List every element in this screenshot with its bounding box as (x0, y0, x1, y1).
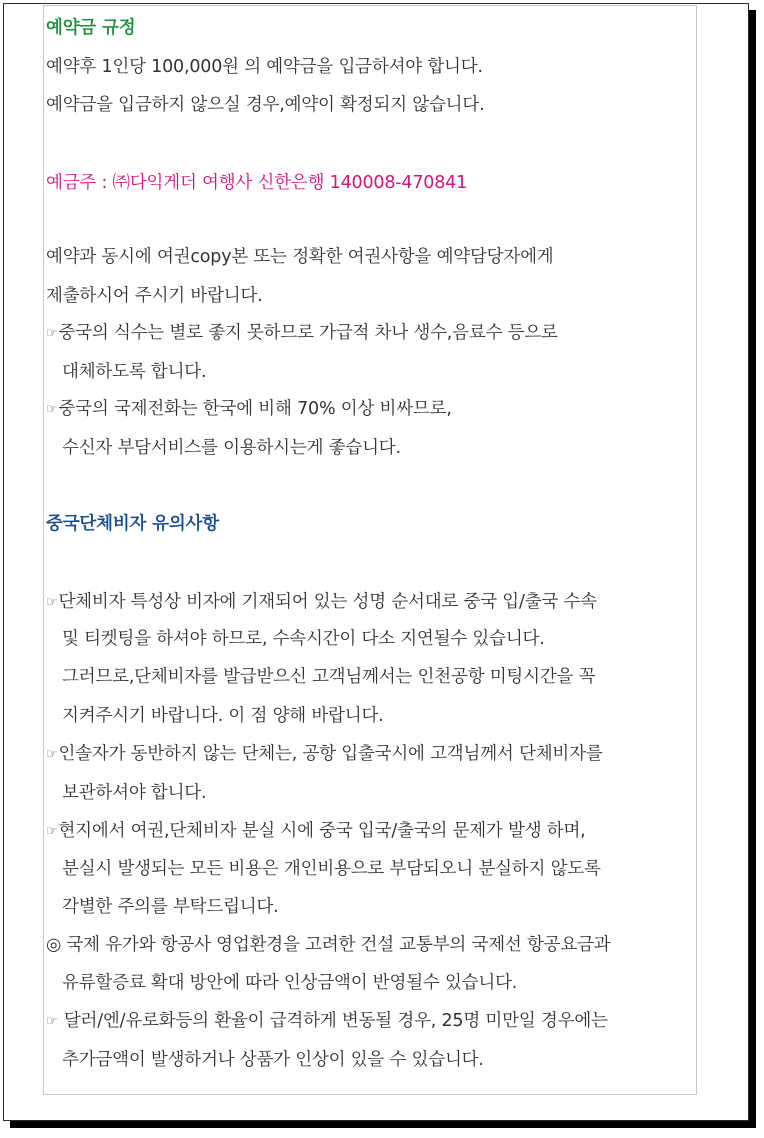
pointing-hand-icon: ☞ (46, 402, 58, 417)
pointing-hand-icon: ☞ (46, 1014, 58, 1029)
visa-item-1-cont-2: 그러므로,단체비자를 발급받으신 고객님께서는 인천공항 미팅시간을 꼭 (62, 667, 596, 687)
deposit-title: 예약금 규정 (46, 18, 136, 38)
passport-line-1: 예약과 동시에 여권copy본 또는 정확한 여권사항을 예약담당자에게 (46, 247, 554, 267)
tip-phone-cont: 수신자 부담서비스를 이용하시는게 좋습니다. (62, 438, 401, 458)
pointing-hand-icon: ☞ (46, 326, 58, 341)
tip-water-cont: 대체하도록 합니다. (62, 362, 207, 382)
visa-item-4-cont-1: 유류할증료 확대 방안에 따라 인상금액이 반영될수 있습니다. (62, 973, 518, 993)
visa-item-2-text: 인솔자가 동반하지 않는 단체는, 공항 입출국시에 고객님께서 단체비자를 (58, 744, 603, 764)
visa-item-4 (46, 934, 611, 956)
visa-item-5-cont-1: 추가금액이 발생하거나 상품가 인상이 있을 수 있습니다. (62, 1050, 484, 1070)
visa-item-1-cont-3: 지켜주시기 바랍니다. 이 점 양해 바랍니다. (62, 706, 384, 726)
tip-phone (46, 398, 452, 421)
visa-item-1 (46, 591, 597, 614)
deposit-line-2: 예약금을 입금하지 않으실 경우,예약이 확정되지 않습니다. (46, 95, 485, 115)
visa-item-1-text: 단체비자 특성상 비자에 기재되어 있는 성명 순서대로 중국 입/출국 수속 (58, 592, 597, 612)
visa-item-3-cont-1: 분실시 발생되는 모든 비용은 개인비용으로 부담되오니 분실하지 않도록 (62, 859, 601, 879)
visa-title: 중국단체비자 유의사항 (46, 514, 219, 534)
visa-item-5-text: 달러/엔/유로화등의 환율이 급격하게 변동될 경우, 25명 미만일 경우에는 (58, 1011, 608, 1031)
tip-water (46, 322, 558, 345)
visa-item-5 (46, 1010, 608, 1033)
tip-phone-text: 중국의 국제전화는 한국에 비해 70% 이상 비싸므로, (58, 399, 452, 419)
pointing-hand-icon: ☞ (46, 747, 58, 762)
visa-item-3 (46, 820, 586, 843)
pointing-hand-icon: ☞ (46, 595, 58, 610)
visa-item-3-text: 현지에서 여권,단체비자 분실 시에 중국 입국/출국의 문제가 발생 하며, (58, 821, 586, 841)
deposit-line-1: 예약후 1인당 100,000원 의 예약금을 입금하셔야 합니다. (46, 57, 483, 77)
double-circle-icon: ◎ (46, 935, 62, 955)
deposit-account: 예금주 : ㈜다익게더 여행사 신한은행 140008-470841 (46, 173, 468, 193)
passport-line-2: 제출하시어 주시기 바랍니다. (46, 286, 263, 306)
tip-water-text: 중국의 식수는 별로 좋지 못하므로 가급적 차나 생수,음료수 등으로 (58, 323, 558, 343)
visa-item-1-cont-1: 및 티켓팅을 하셔야 하므로, 수속시간이 다소 지연될수 있습니다. (62, 629, 545, 649)
content-panel (43, 5, 697, 1095)
visa-item-4-text: 국제 유가와 항공사 영업환경을 고려한 건설 교통부의 국제선 항공요금과 (61, 935, 611, 955)
visa-item-2-cont-1: 보관하셔야 합니다. (62, 783, 207, 803)
visa-item-2 (46, 743, 603, 766)
visa-item-3-cont-2: 각별한 주의를 부탁드립니다. (62, 897, 279, 917)
pointing-hand-icon: ☞ (46, 824, 58, 839)
